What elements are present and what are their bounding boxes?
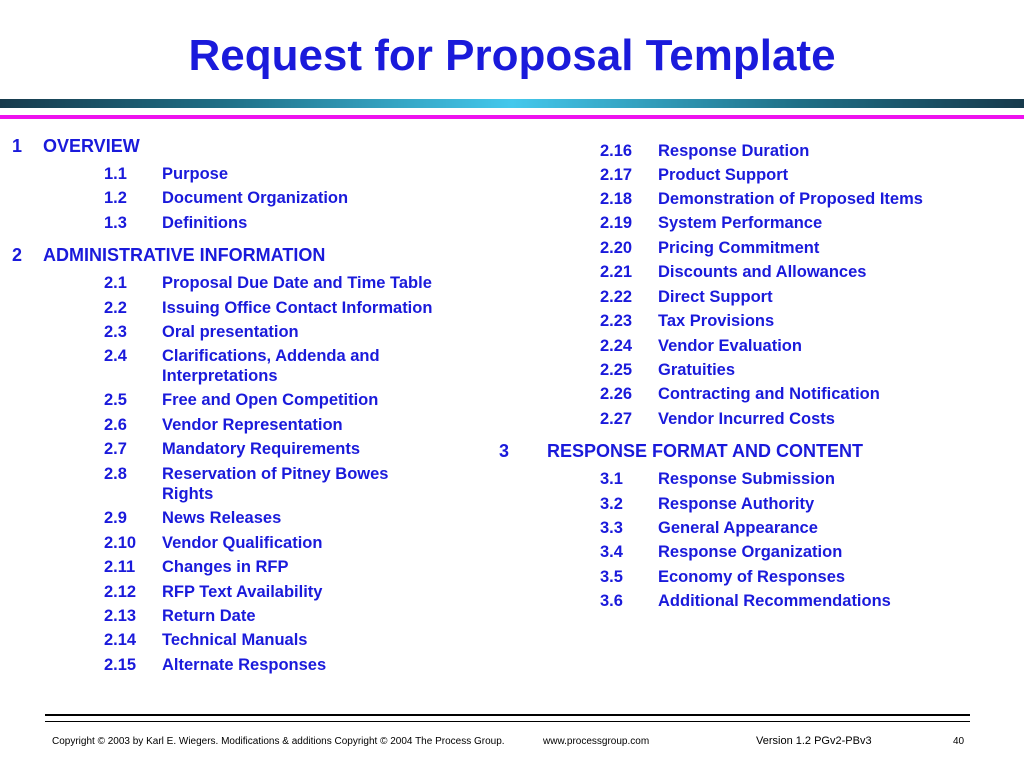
toc-entry-label: Contracting and Notification (658, 385, 880, 403)
toc-entry-number: 2.2 (104, 299, 127, 317)
toc-entry-number: 3.6 (600, 592, 623, 610)
toc-entry-label: Product Support (658, 166, 789, 184)
toc-entry-number: 2.13 (104, 607, 137, 625)
toc-entry-label: Vendor Incurred Costs (658, 410, 835, 428)
toc-entry-number: 2.3 (104, 323, 127, 341)
toc-entry-label: Definitions (162, 214, 248, 232)
toc-entry-label: Alternate Responses (162, 656, 327, 674)
toc-entry-label: Gratuities (658, 361, 736, 379)
toc-entry-number: 2.10 (104, 534, 137, 552)
toc-entry-label: Return Date (162, 607, 256, 625)
toc-entry-number: 2.11 (104, 558, 136, 576)
toc-entry-label: Clarifications, Addenda and (162, 347, 380, 365)
toc-entry-number: 2.7 (104, 440, 127, 458)
toc-entry-label: Issuing Office Contact Information (162, 299, 433, 317)
toc-entry-label: Reservation of Pitney Bowes (162, 465, 389, 483)
toc-entry-number: 2.15 (104, 656, 137, 674)
toc-entry-number: 2.21 (600, 263, 633, 281)
footer-copyright: Copyright © 2003 by Karl E. Wiegers. Modifications & additions Copyright © 2004 The Process Group. (52, 736, 505, 747)
toc-entry-label: Technical Manuals (162, 631, 308, 649)
toc-entry-number: 2.26 (600, 385, 633, 403)
toc-entry-number: 1.1 (104, 165, 127, 183)
header-divider-bar (0, 99, 1024, 108)
toc-entry-number: 3.4 (600, 543, 623, 561)
footer-version: Version 1.2 PGv2-PBv3 (756, 735, 872, 747)
toc-entry-label-continued: Interpretations (162, 367, 278, 385)
toc-entry-number: 3.2 (600, 495, 623, 513)
toc-entry-number: 1.2 (104, 189, 127, 207)
toc-entry-number: 2.4 (104, 347, 127, 365)
toc-entry-number: 2.19 (600, 214, 633, 232)
toc-entry-label: Discounts and Allowances (658, 263, 867, 281)
toc-entry-number: 2.14 (104, 631, 137, 649)
toc-entry-label: Changes in RFP (162, 558, 289, 576)
toc-entry-number: 2.27 (600, 410, 633, 428)
toc-entry-number: 2.25 (600, 361, 633, 379)
toc-entry-label: Additional Recommendations (658, 592, 891, 610)
toc-entry-number: 2.23 (600, 312, 633, 330)
toc-entry-label: News Releases (162, 509, 282, 527)
toc-entry-label: Purpose (162, 165, 229, 183)
toc-entry-label: System Performance (658, 214, 823, 232)
toc-entry-label: Response Submission (658, 470, 835, 488)
toc-entry-number: 2.18 (600, 190, 633, 208)
toc-entry-label: Vendor Evaluation (658, 337, 802, 355)
toc-entry-label: Response Authority (658, 495, 815, 513)
toc-entry-number: 1 (12, 136, 23, 156)
toc-entry-label: Direct Support (658, 288, 773, 306)
footer-rule-thick (45, 714, 970, 716)
footer-page-number: 40 (953, 736, 965, 747)
toc-entry-label: Response Organization (658, 543, 843, 561)
toc-entry-label: Vendor Representation (162, 416, 343, 434)
footer-url: www.processgroup.com (543, 736, 650, 747)
toc-entry-number: 3.3 (600, 519, 623, 537)
header-accent-line (0, 115, 1024, 119)
toc-entry-label: Economy of Responses (658, 568, 846, 586)
toc-entry-number: 2.8 (104, 465, 127, 483)
toc-entry-number: 2.16 (600, 142, 633, 160)
toc-entry-label: Free and Open Competition (162, 391, 379, 409)
toc-entry-label: Proposal Due Date and Time Table (162, 274, 432, 292)
toc-entry-label: RESPONSE FORMAT AND CONTENT (547, 441, 864, 461)
slide-title: Request for Proposal Template (188, 31, 836, 80)
toc-entry-number: 3.5 (600, 568, 623, 586)
toc-entry-label: OVERVIEW (43, 136, 140, 156)
toc-entry-number: 2.22 (600, 288, 633, 306)
toc-entry-number: 2 (12, 245, 23, 265)
toc-entry-label: General Appearance (658, 519, 818, 537)
toc-entry-label: ADMINISTRATIVE INFORMATION (43, 245, 326, 265)
toc-entry-label: Oral presentation (162, 323, 299, 341)
toc-entry-label: Vendor Qualification (162, 534, 323, 552)
toc-entry-number: 2.5 (104, 391, 127, 409)
toc-entry-number: 2.12 (104, 583, 137, 601)
toc-entry-label: Tax Provisions (658, 312, 775, 330)
toc-entry-label: Mandatory Requirements (162, 440, 361, 458)
toc-entry-number: 2.1 (104, 274, 127, 292)
footer-rule-thin (45, 721, 970, 722)
toc-entry-label: RFP Text Availability (162, 583, 323, 601)
toc-entry-label: Response Duration (658, 142, 810, 160)
toc-entry-number: 3 (499, 441, 510, 461)
toc-entry-number: 2.24 (600, 337, 633, 355)
toc-entry-number: 2.9 (104, 509, 127, 527)
toc-entry-number: 1.3 (104, 214, 127, 232)
toc-entry-label: Demonstration of Proposed Items (658, 190, 923, 208)
toc-entry-number: 2.20 (600, 239, 633, 257)
toc-entry-number: 3.1 (600, 470, 623, 488)
toc-entry-label: Document Organization (162, 189, 349, 207)
toc-entry-number: 2.6 (104, 416, 127, 434)
toc-entry-label-continued: Rights (162, 485, 214, 503)
toc-entry-number: 2.17 (600, 166, 633, 184)
toc-entry-label: Pricing Commitment (658, 239, 820, 257)
